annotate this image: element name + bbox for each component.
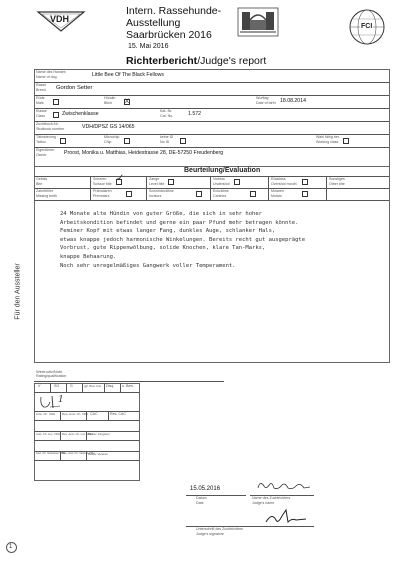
catno-value: 1.572 bbox=[188, 111, 201, 117]
judge-signature bbox=[262, 508, 310, 526]
saarbruecken-emblem bbox=[236, 6, 280, 38]
rating-overshot-label: Rückbiss bbox=[271, 177, 286, 181]
rating-overshot-sub: Overshot mouth bbox=[271, 182, 297, 186]
working-sublabel: Working class bbox=[316, 140, 339, 144]
no-id-label: keine ID bbox=[160, 135, 174, 139]
award-cac[interactable]: CAC bbox=[90, 412, 98, 416]
award-res-cac[interactable]: Res. CAC bbox=[110, 412, 126, 416]
premolars-checkbox[interactable] bbox=[126, 191, 132, 197]
breed-value: Gordon Setter bbox=[56, 85, 93, 91]
female-checkbox[interactable]: X bbox=[125, 99, 130, 105]
catno-sublabel: Cat. No. bbox=[160, 114, 174, 118]
microchip-checkbox[interactable] bbox=[124, 138, 130, 144]
award-res-anw-ch-vdh[interactable]: Res.-Anw. Ch. VDH bbox=[62, 412, 89, 416]
name-sublabel: Name of dog bbox=[36, 75, 57, 79]
working-checkbox[interactable] bbox=[343, 138, 349, 144]
tattoo-label: Tätowierung bbox=[36, 135, 56, 139]
rating-canines-sub: Canines bbox=[213, 194, 227, 198]
rating-scissor-sub: Scissor bite bbox=[93, 182, 112, 186]
evaluation-line: etwas knappe jedoch harmonische Winkelungen. Bereits recht gut ausgeprägte bbox=[60, 236, 306, 243]
castle-icon bbox=[236, 6, 280, 38]
judge-signature-sublabel: Judge's signature bbox=[196, 532, 225, 536]
placement-number: 1 bbox=[58, 395, 64, 405]
class-sublabel: Class bbox=[36, 114, 45, 118]
rating-premolars-sub: Premolars bbox=[93, 194, 110, 198]
evaluation-text bbox=[60, 210, 380, 270]
incisors-checkbox[interactable] bbox=[196, 191, 202, 197]
owner-sublabel: Owner bbox=[36, 153, 47, 157]
grade-v[interactable]: V bbox=[38, 384, 41, 388]
class-checkbox[interactable] bbox=[53, 112, 59, 118]
evaluation-line: Vorbrust, gute Rippenwölbung, solide Knochen, klare Tan-Marks, bbox=[60, 245, 266, 252]
owner-value: Proost, Monika u. Matthias, Heidestrasse 28, DE-57250 Freudenberg bbox=[64, 150, 224, 156]
name-label: Name des Hundes bbox=[36, 70, 66, 74]
grade-bew[interactable]: ggf. Bew. Ank. bbox=[84, 384, 102, 388]
male-label: Rüde bbox=[36, 96, 45, 100]
scissor-bite-check-mark: ✓ bbox=[116, 173, 125, 184]
vdh-logo bbox=[36, 10, 86, 32]
female-label: Hündin bbox=[104, 96, 116, 100]
rating-missing-teeth-label: Zahnfehler bbox=[36, 189, 54, 193]
studbook-sublabel: Studbook number bbox=[36, 127, 65, 131]
tattoo-sublabel: Tattoo bbox=[36, 140, 46, 144]
evaluation-line: Noch sehr unregelmäßiges Gangwerk voller Temperament. bbox=[60, 262, 236, 269]
rating-level-sub: Level bite bbox=[149, 182, 165, 186]
evaluation-line: 24 Monate alte Hündin von guter Größe, die sich in sehr hoher bbox=[60, 211, 262, 217]
rating-level-label: Zange bbox=[149, 177, 160, 181]
undershot-checkbox[interactable] bbox=[234, 179, 240, 185]
grade-sg[interactable]: SG bbox=[54, 384, 60, 388]
signature-icon bbox=[262, 508, 310, 526]
judge-sublabel: Judge's name bbox=[252, 501, 275, 505]
overshot-checkbox[interactable] bbox=[302, 179, 308, 185]
rating-scissor-label: Scheren bbox=[93, 177, 107, 181]
dog-name-value: Little Bee Of The Black Fellows bbox=[92, 72, 164, 78]
female-sublabel: Bitch bbox=[104, 101, 112, 105]
canines-checkbox[interactable] bbox=[250, 191, 256, 197]
evaluation-line: Arbeitskondition befindet und gerne ein paar Pfund mehr betragen könnte. bbox=[60, 219, 299, 226]
dob-label: Wurftag bbox=[256, 96, 269, 100]
molars-checkbox[interactable] bbox=[302, 191, 308, 197]
breed-sublabel: Breed bbox=[36, 88, 46, 92]
date-label: Datum bbox=[196, 496, 207, 500]
evaluation-header: Beurteilung/Evaluation bbox=[184, 167, 261, 174]
catno-label: Kat.-Nr. bbox=[160, 109, 173, 113]
award-res-anw-ch-lux[interactable]: Res.-Anw. Ch. Lux. VDH bbox=[62, 432, 93, 436]
no-id-sublabel: No ID bbox=[160, 140, 170, 144]
owner-label: Eigentümer bbox=[36, 148, 55, 152]
page-number: 1 bbox=[9, 544, 13, 550]
show-title-line2: Ausstellung bbox=[126, 17, 181, 29]
side-label bbox=[8, 240, 28, 350]
judge-name-handwriting bbox=[254, 478, 314, 494]
rating-undershot-sub: Undershot bbox=[213, 182, 230, 186]
studbook-label: Zuchtbuch-Nr. bbox=[36, 122, 59, 126]
report-title-en: /Judge's report bbox=[197, 55, 267, 67]
show-date: 15. Mai 2016 bbox=[128, 43, 169, 50]
working-label: Wahl fähig ber. bbox=[316, 135, 340, 139]
award-res-anw-ch-veteran[interactable]: Res.-Anw. Ch. Veteran VDH bbox=[62, 452, 95, 455]
side-label-text: Für den Aussteller bbox=[14, 263, 22, 320]
no-id-checkbox[interactable] bbox=[180, 138, 186, 144]
judge-label: Name des Zuchtrichters bbox=[252, 496, 291, 500]
rating-premolars-label: Prämolaren bbox=[93, 189, 112, 193]
rating-incisors-sub: Incisors bbox=[149, 194, 162, 198]
class-value: Zwischenklasse bbox=[62, 111, 99, 117]
rating-molars-label: Molaren bbox=[271, 189, 284, 193]
evaluation-line: Feminer Kopf mit etwas langer Fang, dunkles Auge, schlanker Hals, bbox=[60, 228, 276, 235]
award-best-junior[interactable]: Bester Jüngsten bbox=[88, 432, 110, 436]
report-title bbox=[126, 56, 266, 67]
rating-bite-label: Gebiss bbox=[36, 177, 48, 181]
report-title-de: Richterbericht bbox=[126, 55, 198, 67]
microchip-label: Microchip bbox=[104, 135, 120, 139]
signature-date-value: 15.05.2016 bbox=[190, 486, 221, 492]
fci-logo-text: FCI bbox=[361, 23, 373, 30]
judge-signature-label: Unterschrift des Zuchtrichters bbox=[196, 527, 243, 531]
class-label: Klasse bbox=[36, 109, 47, 113]
rating-molars-sub: Molars bbox=[271, 194, 282, 198]
tattoo-checkbox[interactable] bbox=[60, 138, 66, 144]
rating-missing-teeth-sub: Missing teeth bbox=[36, 194, 58, 198]
award-anw-ch-vdh[interactable]: Anw. Ch. VDH bbox=[36, 412, 56, 416]
evaluation-line: knappe Behaarung. bbox=[60, 253, 117, 260]
rating-other-label: Sonstiges bbox=[329, 177, 345, 181]
award-best-veteran[interactable]: Bester Veteran bbox=[88, 452, 108, 456]
dob-value: 18.08.2014 bbox=[280, 98, 306, 104]
grade-sublabel: Rating/qualification bbox=[36, 374, 67, 378]
award-anw-ch-veteran[interactable]: Anw. Ch. Veteranen VDH bbox=[36, 452, 66, 455]
fci-logo bbox=[348, 8, 386, 46]
signature-scribble-icon bbox=[254, 478, 314, 494]
studbook-value: VDH/DPSZ GS 14/065 bbox=[82, 124, 135, 130]
dob-sublabel: Date of birth bbox=[256, 101, 276, 105]
level-bite-checkbox[interactable] bbox=[168, 179, 174, 185]
grade-disq[interactable]: Disq. bbox=[106, 384, 115, 388]
vdh-logo-text: VDH bbox=[50, 14, 70, 24]
grade-g[interactable]: G bbox=[70, 384, 73, 388]
rating-undershot-label: Vorbiss bbox=[213, 177, 225, 181]
award-anw-ch-lux[interactable]: Anw. Ch. Lux. VDH bbox=[36, 432, 60, 436]
rating-bite-sub: Bite bbox=[36, 182, 43, 186]
show-title-line3: Saarbrücken 2016 bbox=[126, 29, 212, 41]
microchip-sublabel: Chip bbox=[104, 140, 112, 144]
rating-other-sub: Other bite bbox=[329, 182, 345, 186]
rating-canines-label: Eckzähne bbox=[213, 189, 229, 193]
breed-label: Rasse bbox=[36, 83, 47, 87]
male-checkbox[interactable] bbox=[53, 99, 59, 105]
date-sublabel: Date bbox=[196, 501, 204, 505]
show-title-line1: Intern. Rassehunde- bbox=[126, 5, 222, 17]
grade-label: Wertnotiz/Note bbox=[36, 369, 63, 374]
male-sublabel: Male bbox=[36, 101, 44, 105]
grade-obew[interactable]: o. Bew. bbox=[122, 384, 134, 388]
rating-incisors-label: Schneidezähne bbox=[149, 189, 174, 193]
